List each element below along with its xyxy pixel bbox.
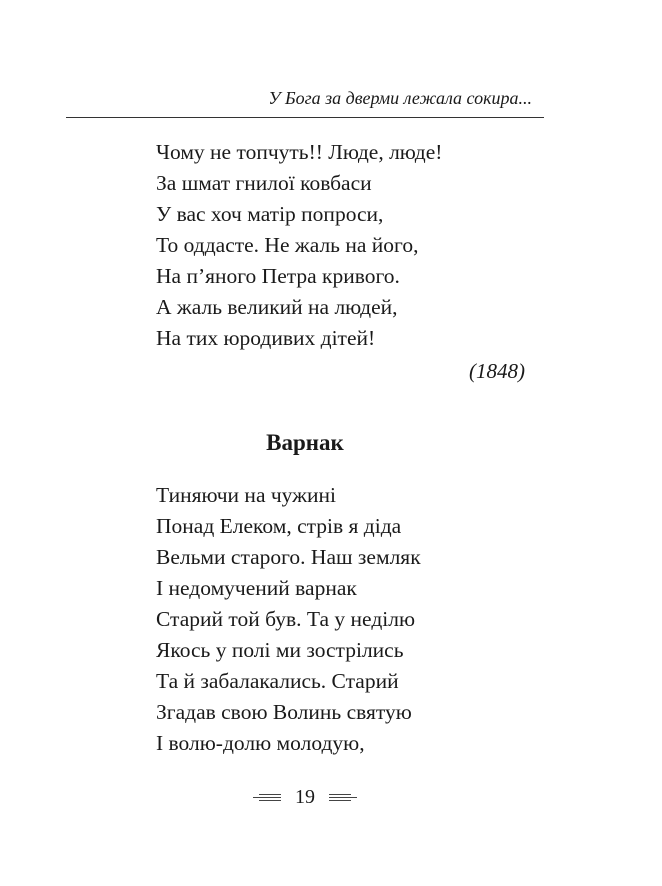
verse-line: Вельми старого. Наш земляк — [156, 545, 421, 569]
page-number: 19 — [295, 786, 315, 808]
ornament-lines-right — [329, 794, 357, 801]
poem-date: (1848) — [469, 359, 525, 383]
verse-line: Тиняючи на чужині — [156, 483, 336, 507]
running-header: У Бога за дверми лежала сокира... — [268, 88, 532, 108]
verse-line: Старий той був. Та у неділю — [156, 607, 416, 631]
verse-line: Якось у полі ми зострілись — [156, 638, 404, 662]
verse-line: І волю-долю молодую, — [156, 731, 365, 755]
verse-line: На п’яного Петра кривого. — [156, 264, 400, 288]
poem-ending-verse — [156, 137, 442, 354]
header-rule — [66, 117, 544, 118]
poem-verse — [156, 480, 421, 759]
verse-line: То оддасте. Не жаль на його, — [156, 233, 419, 257]
verse-line: Чому не топчуть!! Люде, люде! — [156, 140, 443, 164]
page-footer — [0, 786, 610, 809]
poem-title: Варнак — [266, 430, 344, 455]
ornament-lines-left — [253, 794, 281, 801]
verse-line: І недомучений варнак — [156, 576, 357, 600]
verse-line: У вас хоч матір попроси, — [156, 202, 384, 226]
verse-line: Згадав свою Волинь святую — [156, 700, 412, 724]
verse-line: А жаль великий на людей, — [156, 295, 398, 319]
verse-line: Понад Елеком, стрів я діда — [156, 514, 402, 538]
verse-line: На тих юродивих дітей! — [156, 326, 376, 350]
verse-line: Та й забалакались. Старий — [156, 669, 399, 693]
verse-line: За шмат гнилої ковбаси — [156, 171, 372, 195]
